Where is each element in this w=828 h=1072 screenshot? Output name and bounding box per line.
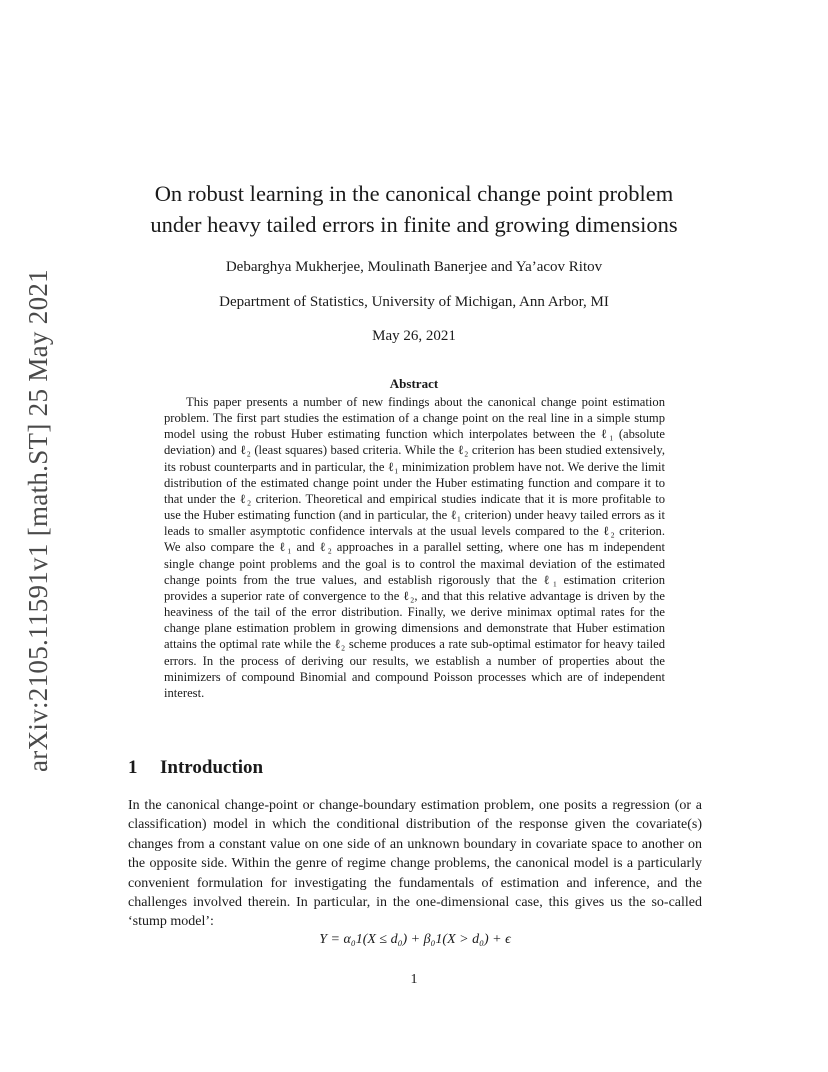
abstract-text: This paper presents a number of new findings about the canonical change point estimation problem. The first part studies the estimation of a change point on the real line in a simple stump model using the robust Huber estimating function which interpolates between the ℓ₁ (absolute deviation) and ℓ₂ (least squares) based criteria. While the ℓ₂ criterion has been studied extensively, its robust counterparts and in particular, the ℓ₁ minimization problem have not. We derive the limit distribution of the estimated change point under the Huber estimating function and compare it to that under the ℓ₂ criterion. Theoretical and empirical studies indicate that it is more profitable to use the Huber estimating function (and in particular, the ℓ₁ criterion) under heavy tailed errors as it leads to smaller asymptotic confidence intervals at the usual levels compared to the ℓ₂ criterion. We also compare the ℓ₁ and ℓ₂ approaches in a parallel setting, where one has m independent single change point problems and the goal is to control the maximal deviation of the estimated change points from the true values, and establish rigorously that the ℓ₁ estimation criterion provides a superior rate of convergence to the ℓ₂, and that this relative advantage is driven by the heaviness of the tail of the error distribution. Finally, we derive minimax optimal rates for the change plane estimation problem in growing dimensions and demonstrate that Huber estimation attains the optimal rate while the ℓ₂ scheme produces a rate sub-optimal estimator for heavy tailed errors. In the process of deriving our results, we establish a number of properties about the minimizers of compound Binomial and compound Poisson processes which are of independent interest. — [164, 395, 665, 700]
arxiv-sidebar-stamp — [18, 265, 58, 775]
paper-title-line-1: On robust learning in the canonical change point problem — [154, 181, 674, 206]
paper-title — [110, 178, 718, 240]
section-title: Introduction — [160, 757, 264, 778]
stump-model-equation: Y = α₀1(X ≤ d₀) + β₀1(X > d₀) + ϵ — [319, 932, 511, 947]
paper-date: May 26, 2021 — [372, 328, 456, 344]
section-number: 1 — [128, 757, 138, 778]
paper-title-line-2: under heavy tailed errors in finite and growing dimensions — [150, 212, 678, 237]
paper-authors: Debarghya Mukherjee, Moulinath Banerjee and Ya’acov Ritov — [225, 259, 603, 275]
section-heading — [128, 757, 263, 779]
arxiv-identifier: arXiv:2105.11591v1 [math.ST] 25 May 2021 — [22, 268, 53, 772]
abstract-heading: Abstract — [389, 376, 439, 391]
introduction-paragraph: In the canonical change-point or change-boundary estimation problem, one posits a regression (or a classification) model in which the conditional distribution of the response given the covariate(s) changes from a constant value on one side of an unknown boundary in covariate space to another on the opposite side. Within the genre of regime change problems, the canonical model is a particularly convenient formulation for investigating the fundamentals of estimation and inference, and the challenges involved therein. In particular, in the one-dimensional case, this gives us the so-called ‘stump model’: — [128, 798, 702, 930]
paper-affiliation: Department of Statistics, University of Michigan, Ann Arbor, MI — [219, 294, 609, 310]
page-number: 1 — [410, 972, 418, 987]
